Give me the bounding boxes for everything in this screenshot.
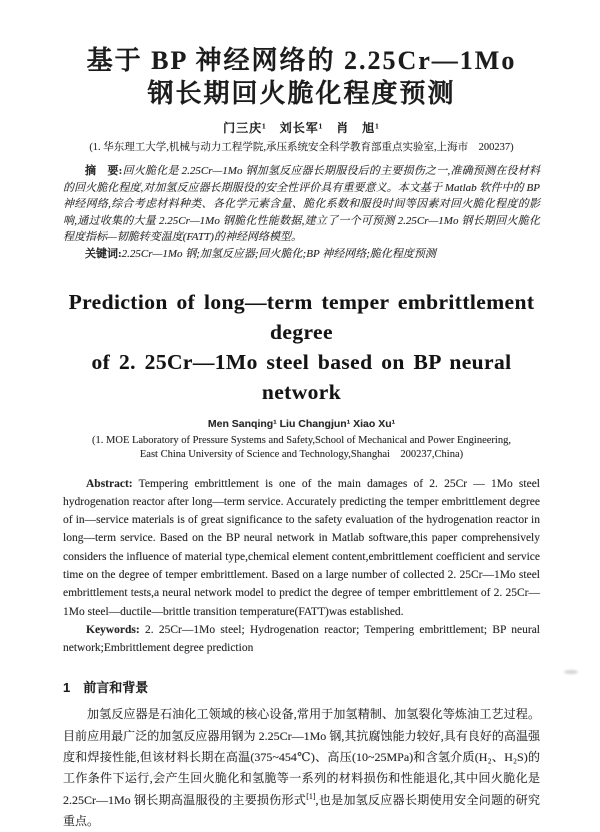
chinese-title-line1: 基于 BP 神经网络的 2.25Cr—1Mo — [86, 46, 517, 75]
english-keywords-label: Keywords: — [86, 623, 140, 636]
chinese-keywords-text: 2.25Cr—1Mo 钢;加氢反应器;回火脆化;BP 神经网络;脆化程度预测 — [121, 247, 436, 260]
section-1-paragraph — [63, 704, 540, 832]
chinese-title — [63, 44, 540, 110]
section-1-text-after-citation: ,也是加氢反应器长期使用安全问题的研究重点。 — [63, 792, 540, 828]
chinese-title-line2: 钢长期回火脆化程度预测 — [147, 79, 456, 108]
english-title-line2: of 2. 25Cr—1Mo steel based on BP neural network — [91, 349, 512, 404]
chinese-affiliation: (1. 华东理工大学,机械与动力工程学院,承压系统安全科学教育部重点实验室,上海市 200237) — [89, 142, 514, 153]
english-keywords-text: 2. 25Cr—1Mo steel; Hydrogenation reactor; Tempering embrittlement; BP neural network;Embrittlement degree prediction — [63, 623, 541, 655]
english-abstract-text: Tempering embrittlement is one of the main damages of 2. 25Cr — 1Mo steel hydrogenation reactor after long—term service. Accurately predicting the temper embrittlement degree of in—service materials is of great significance to the safety evaluation of the hydrogenation reactor in long—term service. Based on the BP neural network in Matlab software,this paper comprehensively considers the influence of material type,chemical element content,embrittlement coefficient and service time on the degree of temper embrittlement. Based on a large number of collected 2. 25Cr—1Mo steel embrittlement tests,a neural network model to predict the degree of temper embrittlement of 2. 25Cr—1Mo steel—ductile—brittle transition temperature(FATT)was established. — [63, 477, 541, 618]
english-affiliation-line1: (1. MOE Laboratory of Pressure Systems and Safety,School of Mechanical and Power Engineering, — [92, 434, 511, 446]
english-abstract — [63, 475, 540, 621]
chinese-abstract-label: 摘 要: — [85, 165, 123, 177]
english-title — [63, 287, 540, 407]
english-authors: Men Sanqing¹ Liu Changjun¹ Xiao Xu¹ — [207, 417, 396, 430]
english-affiliation-line2: East China University of Science and Technology,Shanghai 200237,China) — [139, 449, 464, 460]
chinese-authors: 门三庆¹ 刘长军¹ 肖 旭¹ — [223, 121, 380, 135]
english-abstract-label: Abstract: — [86, 477, 133, 490]
english-affiliation — [63, 434, 540, 463]
english-title-line1: Prediction of long—term temper embrittlement degree — [68, 289, 535, 344]
citation-ref-1: [1] — [306, 791, 316, 801]
chinese-abstract-text: 回火脆化是 2.25Cr—1Mo 钢加氢反应器长期服役后的主要损伤之一,准确预测在役材料的回火脆化程度,对加氢反应器长期服役的安全性评价具有重要意义。本文基于 Matlab 软件中的 BP 神经网络,综合考虑材料种类、各化学元素含量、脆化系数和服役时间等因素对回火脆化程度的影响,通过收集的大量 2.25Cr—1Mo 钢脆化性能数据,建立了一个可预测 2.25Cr—1Mo 钢长期回火脆化程度指标—韧脆转变温度(FATT)的神经网络模型。 — [63, 165, 540, 243]
chinese-keywords — [63, 246, 540, 263]
section-1-text-before-citation: 加氢反应器是石油化工领域的核心设备,常用于加氢精制、加氢裂化等炼油工艺过程。目前应用最广泛的加氢反应器用钢为 2.25Cr—1Mo 钢,其抗腐蚀能力较好,具有良好的高温强度和焊接性能,但该材料长期在高温(375~454℃)、高压(10~25MPa)和含氢介质(H₂、H₂S)的工作条件下运行,会产生回火脆化和氢脆等一系列的材料损伤和性能退化,其中回火脆化是 2.25Cr—1Mo 钢长期高温服役的主要损伤形式 — [63, 707, 540, 807]
section-1-heading: 1 前言和背景 — [63, 680, 149, 696]
scan-smudge-artifact — [564, 670, 578, 674]
chinese-keywords-label: 关键词: — [85, 247, 122, 260]
chinese-abstract — [63, 163, 540, 246]
english-keywords — [63, 621, 540, 658]
